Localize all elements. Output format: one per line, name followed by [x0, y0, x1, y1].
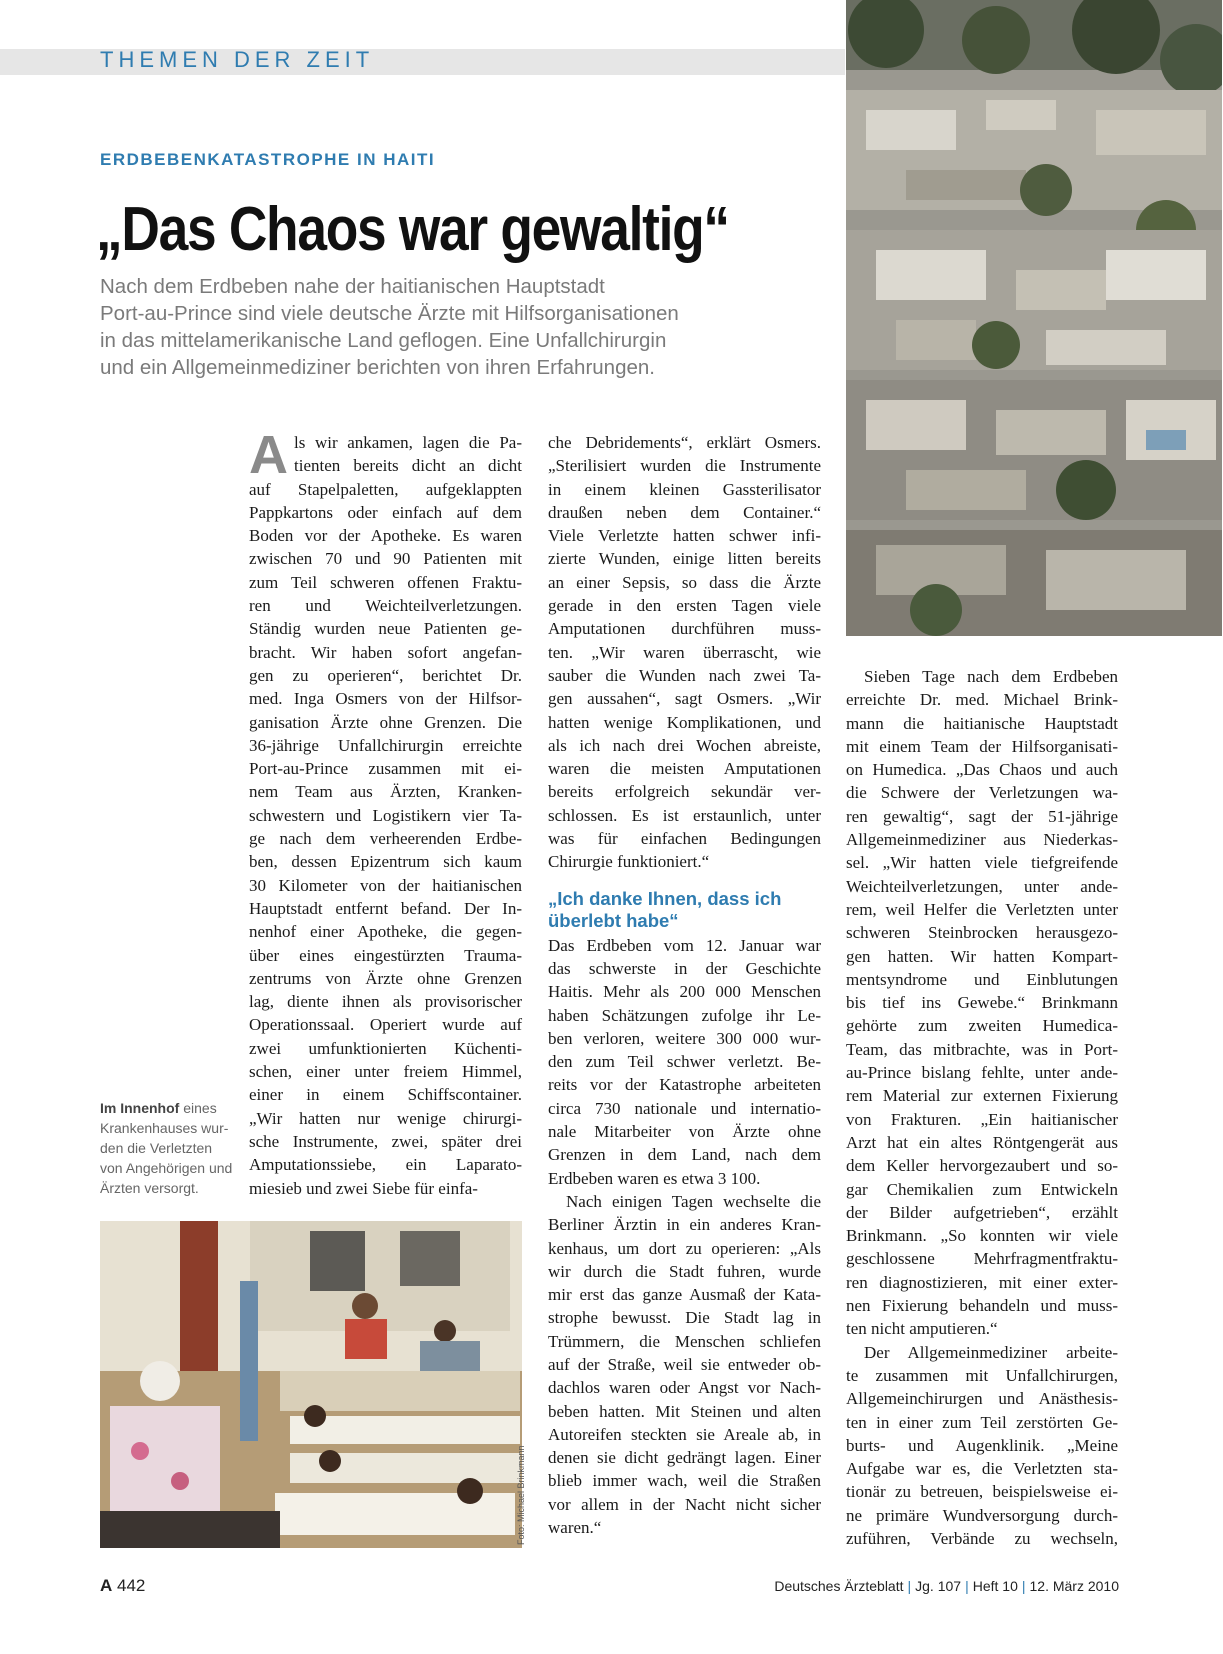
footer-separator: | [1021, 1578, 1026, 1594]
text-line: gerade in den ersten Tagen viele [548, 596, 821, 616]
text-line: strophe bewusst. Die Stadt lag in [548, 1308, 821, 1328]
text-line: 30 Kilometer von der haitianischen [249, 875, 522, 895]
text-line: Operationssaal. Operiert wurde auf [249, 1015, 522, 1035]
text-line: hatten wenige Komplikationen, und [548, 712, 821, 732]
subheading [548, 888, 821, 932]
folio-prefix: A [100, 1576, 113, 1595]
text-line: einer in einem Schiffscontainer. [249, 1085, 522, 1105]
text-line: zierte Wunden, einige litten bereits [548, 549, 821, 569]
text-line: den zum Teil schwer verletzt. Be- [548, 1052, 821, 1072]
text-line: nenhof einer Apotheke, die gegen- [249, 922, 522, 942]
text-line: tionär zu betreuen, beispielsweise ei- [846, 1482, 1118, 1502]
text-line: was für einfachen Bedingungen [548, 829, 821, 849]
text-line: schen, einer unter freiem Himmel, [249, 1062, 522, 1082]
text-line: 36-jährige Unfallchirurgin erreichte [249, 735, 522, 755]
text-line: Port-au-Prince zusammen mit ei- [249, 759, 522, 779]
footer-separator: | [965, 1578, 969, 1594]
text-line: schweren Steinbrocken herausgezo- [846, 923, 1118, 943]
text-line: Das Erdbeben vom 12. Januar war [548, 935, 821, 955]
text-line: waren.“ [548, 1518, 602, 1538]
text-line: zwischen 70 und 90 Patienten mit [249, 549, 522, 569]
text-line: Grenzen in dem Land, nach dem [548, 1145, 821, 1165]
text-line: über eines eingestürzten Trauma- [249, 945, 522, 965]
journal-volume: Jg. 107 [915, 1578, 962, 1594]
text-line: blieb immer wach, weil die Straßen [548, 1471, 821, 1491]
text-line: med. Inga Osmers von der Hilfsor- [249, 689, 522, 709]
text-line: circa 730 nationale und internatio- [548, 1098, 821, 1118]
text-line: Chirurgie funktioniert.“ [548, 852, 710, 872]
page-number [100, 1576, 145, 1596]
text-line: ten. „Wir waren überrascht, wie [548, 642, 821, 662]
text-line: gen hatten. Wir hatten Kompart- [846, 946, 1118, 966]
text-line: beben hatten. Mit Steinen und alten [548, 1401, 821, 1421]
text-line: haben Schätzungen zufolge ihr Le- [548, 1005, 821, 1025]
caption-line: Ärzten versorgt. [100, 1180, 199, 1196]
text-line: ren gewaltig“, sagt der 51-jährige [846, 806, 1118, 826]
text-line: Hauptstadt entfernt befand. Der In- [249, 898, 522, 918]
column-2-part-1 [548, 431, 821, 874]
column-3-part-2 [846, 1341, 1118, 1551]
text-line: nem Team aus Ärzten, Kranken- [249, 782, 522, 802]
section-label: THEMEN DER ZEIT [100, 47, 375, 72]
text-line: Viele Verletzte hatten schwer infi- [548, 526, 821, 546]
text-line: rem Material zur externen Fixierung [846, 1086, 1118, 1106]
article-title: „Das Chaos war gewaltig“ [96, 195, 729, 264]
text-line: zwei umfunktionierten Küchenti- [249, 1038, 522, 1058]
text-line: gen zu operieren“, berichtet Dr. [249, 665, 522, 685]
text-line: te zusammen mit Unfallchirurgen, [846, 1365, 1118, 1385]
article-deck [100, 273, 800, 381]
text-line: Pappkartons oder einfach auf dem [249, 502, 522, 522]
journal-date: 12. März 2010 [1029, 1578, 1119, 1594]
text-line: ge nach dem verheerenden Erdbe- [249, 829, 522, 849]
text-line: Sieben Tage nach dem Erdbeben [864, 667, 1118, 686]
text-line: Amputationssiebe, ein Laparato- [249, 1155, 522, 1175]
text-line: geschlossene Mehrfragmentfraktu- [846, 1249, 1118, 1269]
column-2-part-2 [548, 934, 821, 1190]
text-line: tienten bereits dicht an dicht [294, 456, 522, 476]
caption-text: eines [183, 1100, 217, 1116]
text-line: ganisation Ärzte ohne Grenzen. Die [249, 712, 522, 732]
text-line: Erdbeben waren es etwa 3 100. [548, 1168, 761, 1188]
text-line: „Wir hatten nur wenige chirurgi- [249, 1108, 522, 1128]
text-line: schlossen. Es ist erstaunlich, unter [548, 805, 821, 825]
deck-line: und ein Allgemeinmediziner berichten von ihren Erfahrungen. [100, 356, 655, 379]
text-line: Nach einigen Tagen wechselte die [566, 1191, 821, 1211]
text-line: burts- und Augenklinik. „Meine [846, 1435, 1118, 1455]
text-line: Haitis. Mehr als 200 000 Menschen [548, 982, 821, 1002]
caption-line: von Angehörigen und [100, 1160, 233, 1176]
text-line: sel. „Wir hatten viele tiefgreifende [846, 853, 1118, 873]
text-line: gehörte zum zweiten Humedica- [846, 1016, 1118, 1036]
text-line: ren und Weichteilverletzungen. [249, 596, 522, 616]
text-line: Weichteilverletzungen, unter ande- [846, 876, 1118, 896]
subheading-line: „Ich danke Ihnen, dass ich [548, 887, 782, 909]
text-line: Boden vor der Apotheke. Es waren [249, 526, 522, 546]
text-line: vor allem in der Nacht nicht sicher [548, 1494, 821, 1514]
text-line: auf der Straße, weil sie entweder ob- [548, 1354, 821, 1374]
text-line: Berliner Ärztin in ein anderes Kran- [548, 1215, 821, 1235]
text-line: ten nicht amputieren.“ [846, 1319, 998, 1339]
text-line: Aufgabe war es, die Verletzten sta- [846, 1459, 1118, 1479]
column-3-part-1 [846, 665, 1118, 1341]
earthquake-ruins-photo [846, 0, 1222, 636]
text-line: nen Fixierung behandeln und muss- [846, 1296, 1118, 1316]
text-line: nale Mitarbeiter von Ärzte ohne [548, 1122, 821, 1142]
text-line: waren die meisten Amputationen [548, 759, 821, 779]
journal-issue: Heft 10 [972, 1578, 1018, 1594]
text-line: zentrums von Ärzte ohne Grenzen [249, 968, 522, 988]
text-line: in einem kleinen Gassterilisator [548, 479, 821, 499]
folio-number: 442 [117, 1576, 146, 1595]
caption-lead: Im Innenhof [100, 1100, 180, 1116]
body-column-1 [249, 425, 522, 1200]
hospital-courtyard-photo [100, 1221, 522, 1548]
text-line: „Sterilisiert wurden die Instrumente [548, 456, 821, 476]
article-kicker: ERDBEBENKATASTROPHE IN HAITI [100, 150, 436, 169]
text-line: das schwerste in der Geschichte [548, 958, 821, 978]
journal-name: Deutsches Ärzteblatt [774, 1578, 904, 1594]
text-line: ls wir ankamen, lagen die Pa- [294, 433, 522, 452]
text-line: Ständig wurden neue Patienten ge- [249, 619, 522, 639]
body-column-2 [548, 431, 821, 1539]
text-line: ten in einer zum Teil zerstörten Ge- [846, 1412, 1118, 1432]
text-line: bereits erfolgreich sekundär ver- [548, 782, 821, 802]
text-line: Team, das mitbrachte, was in Port- [846, 1039, 1118, 1059]
text-line: ben verloren, weitere 300 000 wur- [548, 1028, 821, 1048]
text-line: schwestern und Logistikern vier Ta- [249, 805, 522, 825]
text-line: zum Teil schweren offenen Fraktu- [249, 572, 522, 592]
text-line: mir erst das ganze Ausmaß der Kata- [548, 1285, 821, 1305]
subheading-line: überlebt habe“ [548, 909, 679, 931]
text-line: Autoreifen steckten sie Areale ab, in [548, 1424, 821, 1444]
text-line: dem Keller hervorgezaubert und so- [846, 1156, 1118, 1176]
photo-credit: Foto: Michael Brinkmann [516, 1445, 526, 1545]
deck-line: in das mittelamerikanische Land geflogen. Eine Unfallchirurgin [100, 329, 667, 352]
text-line: lag, diente ihnen als provisorischer [249, 992, 522, 1012]
drop-cap: A [249, 425, 288, 485]
text-line: reits vor der Katastrophe arbeiteten [548, 1075, 821, 1095]
text-line: von Frakturen. „Ein haitianischer [846, 1109, 1118, 1129]
text-line: sche Instrumente, zwei, später drei [249, 1131, 522, 1151]
text-line: ben, dessen Epizentrum sich kaum [249, 852, 522, 872]
text-line: Brinkmann. „So konnten wir viele [846, 1226, 1118, 1246]
footer-separator: | [907, 1578, 912, 1594]
text-line: draußen neben dem Container.“ [548, 502, 821, 522]
text-line: an einer Sepsis, so dass die Ärzte [548, 572, 821, 592]
journal-footer [774, 1578, 1119, 1594]
text-line: Der Allgemeinmediziner arbeite- [864, 1342, 1118, 1362]
text-line: sauber die Wunden nach zwei Ta- [548, 665, 821, 685]
text-line: Trümmern, die Menschen schliefen [548, 1331, 821, 1351]
caption-line: Krankenhauses wur- [100, 1120, 229, 1136]
text-line: bracht. Wir haben sofort angefan- [249, 642, 522, 662]
text-line: gen aussahen“, sagt Osmers. „Wir [548, 689, 821, 709]
text-line: als ich nach drei Wochen abreiste, [548, 735, 821, 755]
text-line: der Bilder aufgetrieben“, erzählt [846, 1202, 1118, 1222]
text-line: mann die haitianische Hauptstadt [846, 713, 1118, 733]
text-line: Allgemeinchirurgen und Anästhesis- [846, 1389, 1118, 1409]
text-line: auf Stapelpaletten, aufgeklappten [249, 479, 522, 499]
text-line: dachlos waren oder Angst vor Nach- [548, 1378, 821, 1398]
deck-line: Nach dem Erdbeben nahe der haitianischen Hauptstadt [100, 275, 605, 298]
text-line: kenhaus, um dort zu operieren: „Als [548, 1238, 821, 1258]
photo-caption [100, 1098, 240, 1198]
text-line: bis tief ins Gewebe.“ Brinkmann [846, 993, 1118, 1013]
text-line: mit einem Team der Hilfsorganisati- [846, 736, 1118, 756]
text-line: zuführen, Verbände zu wechseln, [846, 1528, 1118, 1548]
text-line: on Humedica. „Das Chaos und auch [846, 760, 1118, 780]
text-line: che Debridements“, erklärt Osmers. [548, 433, 821, 452]
column-2-part-3 [548, 1190, 821, 1539]
text-line: ne primäre Wundversorgung durch- [846, 1505, 1118, 1525]
text-line: gar Chemikalien zum Entwickeln [846, 1179, 1118, 1199]
text-line: rem, weil Helfer die Verletzten unter [846, 899, 1118, 919]
text-line: die Schwere der Verletzungen wa- [846, 783, 1118, 803]
text-line: ren diagnostizieren, mit einer exter- [846, 1272, 1118, 1292]
text-line: erreichte Dr. med. Michael Brink- [846, 690, 1118, 710]
text-line: Amputationen durchführen muss- [548, 619, 821, 639]
body-column-3 [846, 665, 1118, 1550]
text-line: wir durch die Stadt fuhren, wurde [548, 1261, 821, 1281]
text-line: denen sie dicht gedrängt lagen. Einer [548, 1448, 821, 1468]
deck-line: Port-au-Prince sind viele deutsche Ärzte mit Hilfsorganisationen [100, 302, 679, 325]
text-line: au-Prince bislang fehlte, unter ande- [846, 1063, 1118, 1083]
text-line: mentsyndrome und Einblutungen [846, 969, 1118, 989]
caption-line-1 [100, 1098, 240, 1118]
text-line: Arzt hat ein altes Röntgengerät aus [846, 1132, 1118, 1152]
text-line: Allgemeinmediziner aus Niederkas- [846, 830, 1118, 850]
caption-line: den die Verletzten [100, 1140, 213, 1156]
text-line: miesieb und zwei Siebe für einfa- [249, 1178, 478, 1198]
